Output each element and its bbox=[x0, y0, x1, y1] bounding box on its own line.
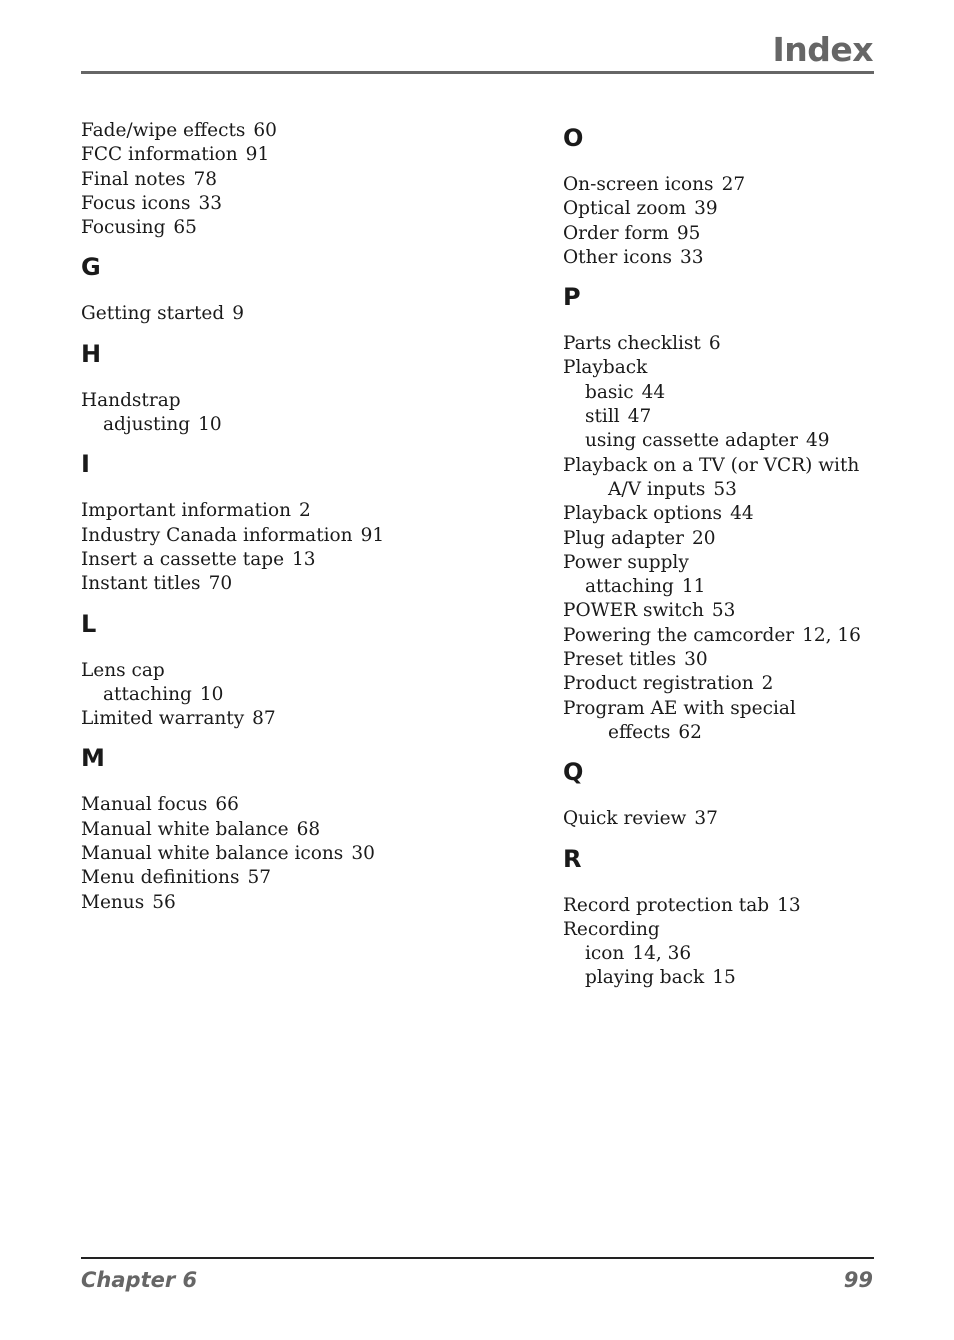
index-entry bbox=[563, 648, 893, 672]
index-term: Menus bbox=[81, 891, 145, 913]
index-entry bbox=[81, 216, 511, 240]
index-entry bbox=[81, 389, 511, 413]
index-subentry bbox=[563, 429, 893, 453]
index-entry bbox=[563, 173, 893, 197]
index-term: Playback options bbox=[563, 503, 723, 525]
footer-rule bbox=[81, 1257, 874, 1259]
index-subentry bbox=[563, 575, 893, 599]
index-term: Manual white balance bbox=[81, 818, 289, 840]
index-entry bbox=[563, 894, 893, 918]
page-reference: 33 bbox=[198, 192, 222, 214]
index-term: Product registration bbox=[563, 673, 754, 695]
index-term: attaching bbox=[585, 576, 674, 598]
page-reference: 56 bbox=[152, 891, 176, 913]
index-term: playing back bbox=[585, 967, 705, 989]
index-term: Manual white balance icons bbox=[81, 843, 344, 865]
index-entry bbox=[81, 168, 511, 192]
page-reference: 44 bbox=[641, 381, 666, 403]
index-entry bbox=[563, 454, 893, 503]
index-entry bbox=[563, 551, 893, 575]
page-reference: 13 bbox=[777, 894, 801, 916]
index-term: Final notes bbox=[81, 168, 186, 190]
index-term: Focusing bbox=[81, 217, 166, 239]
index-entry bbox=[81, 842, 511, 866]
index-term: Limited warranty bbox=[81, 708, 245, 730]
index-term: Recording bbox=[563, 918, 660, 940]
index-letter-heading: P bbox=[563, 283, 581, 312]
page-reference: 37 bbox=[694, 808, 718, 830]
index-entry bbox=[563, 527, 893, 551]
index-term: Program AE with special bbox=[563, 697, 796, 719]
index-term: FCC information bbox=[81, 144, 238, 166]
index-entry bbox=[563, 332, 893, 356]
index-letter-heading: O bbox=[563, 124, 584, 152]
index-term: Preset titles bbox=[563, 649, 677, 671]
index-letter-heading: L bbox=[81, 609, 97, 638]
index-entry bbox=[81, 143, 511, 167]
page-reference: 95 bbox=[676, 222, 701, 244]
page-reference: 20 bbox=[691, 527, 716, 549]
index-entry bbox=[563, 222, 893, 246]
index-term: Order form bbox=[563, 222, 669, 244]
page-reference: 91 bbox=[245, 144, 270, 166]
index-term: POWER switch bbox=[563, 600, 704, 622]
index-term: still bbox=[585, 406, 620, 428]
page-reference: 70 bbox=[208, 573, 233, 595]
index-term: Playback on a TV (or VCR) with bbox=[563, 454, 860, 476]
page-reference: 68 bbox=[296, 818, 321, 840]
index-entry bbox=[563, 502, 893, 526]
index-entry bbox=[563, 246, 893, 270]
index-subentry bbox=[81, 413, 511, 437]
index-term: Other icons bbox=[563, 246, 673, 268]
page-reference: 53 bbox=[713, 478, 737, 500]
header-rule bbox=[81, 71, 874, 74]
page-reference: 87 bbox=[252, 708, 276, 730]
index-term: On-screen icons bbox=[563, 174, 714, 195]
index-term: Important information bbox=[81, 500, 292, 522]
index-entry bbox=[81, 572, 511, 596]
page-reference: 30 bbox=[351, 843, 375, 865]
page-reference: 2 bbox=[761, 673, 774, 695]
page-reference: 78 bbox=[193, 168, 217, 190]
page-reference: 65 bbox=[173, 217, 197, 239]
index-subentry bbox=[81, 683, 511, 707]
index-entry bbox=[563, 197, 893, 221]
page-number: 99 bbox=[843, 1268, 873, 1292]
index-entry bbox=[563, 918, 893, 942]
index-term-continuation-text: A/V inputs bbox=[608, 478, 706, 500]
index-column-left bbox=[81, 119, 511, 915]
page-reference: 13 bbox=[292, 548, 316, 570]
index-term: Parts checklist bbox=[563, 333, 701, 355]
index-term: Handstrap bbox=[81, 389, 181, 411]
index-term: Power supply bbox=[563, 551, 689, 573]
index-entry bbox=[81, 192, 511, 216]
index-term-continuation bbox=[563, 721, 893, 745]
index-letter-heading: G bbox=[81, 253, 101, 282]
index-subentry bbox=[563, 405, 893, 429]
index-entry bbox=[81, 866, 511, 890]
index-letter-heading: M bbox=[81, 744, 105, 773]
index-term-continuation bbox=[563, 478, 893, 502]
page-reference: 53 bbox=[711, 600, 736, 622]
index-subentry bbox=[563, 966, 893, 990]
index-term: basic bbox=[585, 381, 634, 403]
index-letter-heading: R bbox=[563, 844, 582, 873]
index-term: attaching bbox=[103, 683, 192, 705]
page-reference: 47 bbox=[627, 406, 652, 428]
index-subentry bbox=[563, 942, 893, 966]
index-term: Quick review bbox=[563, 808, 687, 830]
index-term: icon bbox=[585, 943, 625, 965]
page-title: Index bbox=[772, 30, 873, 69]
page-reference: 9 bbox=[232, 303, 244, 325]
page-reference: 49 bbox=[805, 430, 830, 452]
page-reference: 57 bbox=[247, 867, 272, 889]
index-letter-heading: I bbox=[81, 450, 90, 479]
page-reference: 2 bbox=[299, 500, 311, 522]
page-reference: 66 bbox=[215, 794, 239, 816]
index-term: Instant titles bbox=[81, 573, 201, 595]
page-reference: 15 bbox=[712, 967, 736, 989]
page-reference: 10 bbox=[198, 414, 222, 436]
index-entry bbox=[563, 624, 893, 648]
index-entry bbox=[81, 302, 511, 326]
index-column-right bbox=[563, 119, 893, 991]
index-subentry bbox=[563, 381, 893, 405]
index-term: Getting started bbox=[81, 303, 225, 325]
index-entry bbox=[81, 659, 511, 683]
index-term: Plug adapter bbox=[563, 527, 684, 549]
page-reference: 33 bbox=[680, 246, 704, 268]
index-term: Lens cap bbox=[81, 659, 165, 681]
page-reference: 6 bbox=[708, 333, 721, 355]
index-entry bbox=[563, 807, 893, 831]
index-term: Menu definitions bbox=[81, 867, 240, 889]
index-term: Industry Canada information bbox=[81, 524, 353, 546]
index-term: Playback bbox=[563, 357, 648, 379]
index-entry bbox=[81, 707, 511, 731]
index-letter-heading: H bbox=[81, 339, 102, 368]
page-reference: 14, 36 bbox=[632, 943, 692, 965]
page-reference: 91 bbox=[360, 524, 385, 546]
index-term: Fade/wipe effects bbox=[81, 120, 246, 141]
index-entry bbox=[81, 891, 511, 915]
page-reference: 62 bbox=[678, 721, 702, 743]
index-term: adjusting bbox=[103, 414, 191, 436]
page-reference: 39 bbox=[694, 198, 718, 220]
index-entry bbox=[81, 818, 511, 842]
page-reference: 11 bbox=[681, 576, 706, 598]
page-reference: 12, 16 bbox=[802, 624, 861, 646]
index-term: using cassette adapter bbox=[585, 430, 798, 452]
index-term: Focus icons bbox=[81, 192, 191, 214]
index-term: Insert a cassette tape bbox=[81, 548, 285, 570]
index-letter-heading: Q bbox=[563, 758, 584, 787]
index-term: Record protection tab bbox=[563, 894, 770, 916]
index-entry bbox=[81, 548, 511, 572]
index-term: Optical zoom bbox=[563, 198, 687, 220]
index-entry bbox=[81, 524, 511, 548]
chapter-label: Chapter 6 bbox=[81, 1268, 198, 1292]
index-term: Powering the camcorder bbox=[563, 624, 795, 646]
index-entry bbox=[563, 356, 893, 380]
index-entry bbox=[81, 793, 511, 817]
index-entry bbox=[81, 119, 511, 143]
index-term-continuation-text: effects bbox=[608, 721, 671, 743]
page-reference: 27 bbox=[721, 174, 746, 195]
index-entry bbox=[81, 499, 511, 523]
index-entry bbox=[563, 672, 893, 696]
index-entry bbox=[563, 697, 893, 746]
page-reference: 60 bbox=[253, 120, 277, 141]
index-term: Manual focus bbox=[81, 794, 208, 816]
index-entry bbox=[563, 599, 893, 623]
page-reference: 44 bbox=[730, 503, 754, 525]
page-reference: 30 bbox=[684, 649, 708, 671]
page-reference: 10 bbox=[199, 683, 224, 705]
